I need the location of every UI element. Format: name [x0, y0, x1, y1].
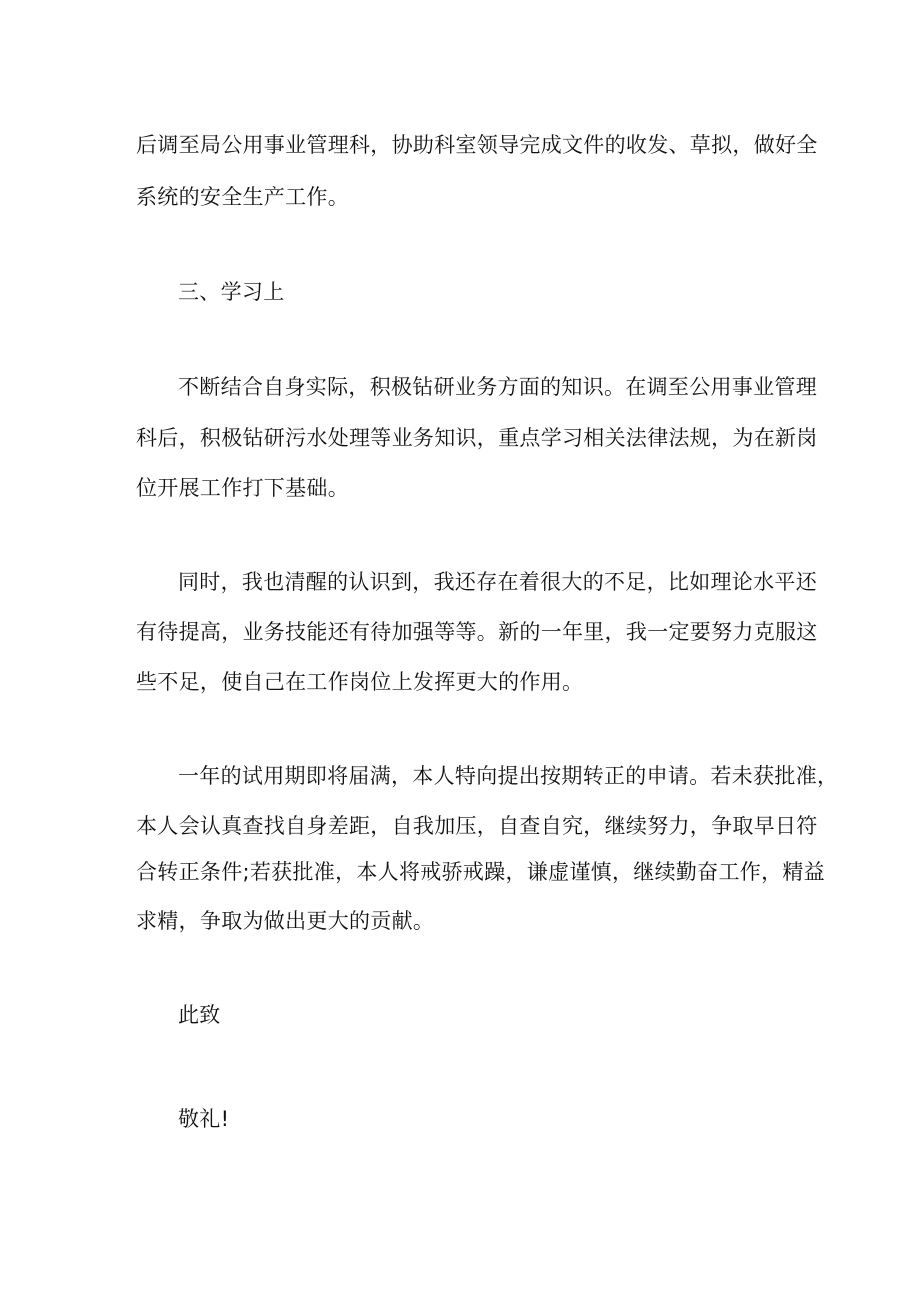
- paragraph-1-line-1: 后调至局公用事业管理科，协助科室领导完成文件的收发、草拟，做好全: [136, 133, 818, 157]
- paragraph-3-line-3: 些不足，使自己在工作岗位上发挥更大的作用。: [136, 670, 584, 694]
- section-heading-study: 三、学习上: [178, 280, 285, 304]
- paragraph-2-line-2: 科后，积极钻研污水处理等业务知识，重点学习相关法律法规，为在新岗: [136, 426, 818, 450]
- paragraph-4-line-2: 本人会认真查找自身差距，自我加压，自查自究，继续努力，争取早日符: [136, 814, 818, 838]
- paragraph-4-line-4: 求精，争取为做出更大的贡献。: [136, 909, 435, 933]
- paragraph-2-line-1: 不断结合自身实际，积极钻研业务方面的知识。在调至公用事业管理: [178, 375, 817, 399]
- closing-regards: 敬礼!: [178, 1107, 230, 1131]
- paragraph-3-line-1: 同时，我也清醒的认识到，我还存在着很大的不足，比如理论水平还: [178, 570, 817, 594]
- paragraph-2-line-3: 位开展工作打下基础。: [136, 476, 349, 500]
- paragraph-4-line-3: 合转正条件;若获批准，本人将戒骄戒躁，谦虚谨慎，继续勤奋工作，精益: [136, 860, 825, 884]
- closing-salutation: 此致: [178, 1003, 221, 1027]
- paragraph-3-line-2: 有待提高，业务技能还有待加强等等。新的一年里，我一定要努力克服这: [136, 620, 818, 644]
- paragraph-1-line-2: 系统的安全生产工作。: [136, 185, 349, 209]
- paragraph-4-line-1: 一年的试用期即将届满，本人特向提出按期转正的申请。若未获批准，: [178, 764, 839, 788]
